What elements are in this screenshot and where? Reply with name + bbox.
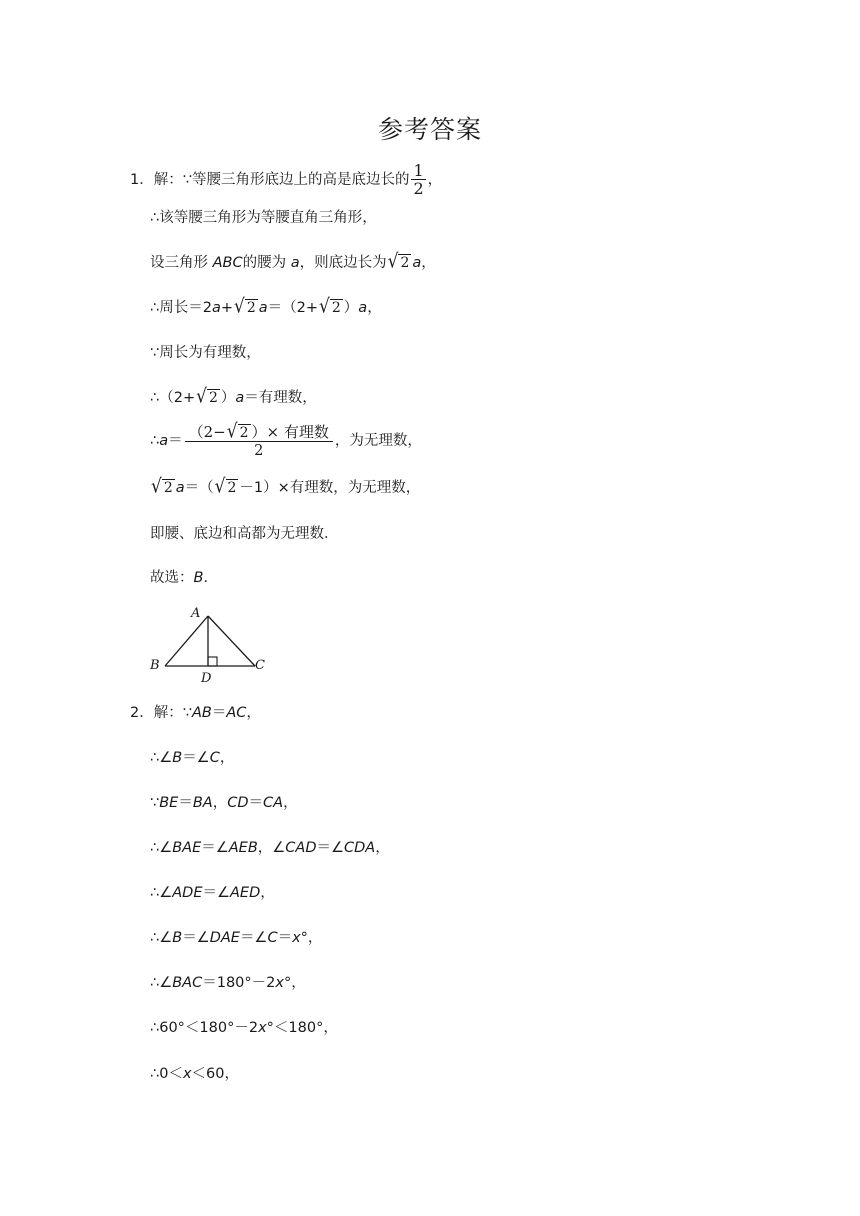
q2-line-6: ∴∠B＝∠DAE＝∠C＝x°， (150, 930, 323, 946)
label-b: B (150, 658, 160, 673)
sqrt-2: √ 2 (214, 475, 237, 499)
side-ac (208, 616, 255, 666)
q2-line-2: ∴∠B＝∠C， (150, 750, 235, 766)
label-a: A (191, 606, 201, 621)
fraction-one-half: $\frac{1}{2}$ (413, 161, 424, 198)
q2-line-4: ∴∠BAE＝∠AEB，∠CAD＝∠CDA， (150, 840, 390, 856)
q1-text: 解：∵等腰三角形底边上的高是底边长的 (153, 172, 410, 188)
sqrt-2: √ 2 (387, 250, 410, 274)
sqrt-2: √ 2 (319, 295, 341, 319)
page-title: 参考答案 (377, 115, 482, 144)
q2-line-5: ∴∠ADE＝∠AED， (150, 885, 275, 901)
sqrt-2: √ 2 (196, 385, 218, 409)
q1-line-4: ∴周长＝2a+ √ 2 a＝（2+ √ 2 ）a， (150, 295, 382, 319)
label-c: C (255, 658, 265, 673)
q2-line-9: ∴0＜x＜60， (150, 1066, 239, 1082)
sqrt-2: √ 2 (151, 475, 173, 499)
q1-line-2: ∴该等腰三角形为等腰直角三角形， (150, 210, 377, 226)
q2-line-1: 2．解：∵AB＝AC， (130, 705, 261, 721)
q2-line-7: ∴∠BAC＝180°－2x°， (150, 975, 306, 991)
right-angle-mark (208, 657, 217, 666)
q1-line-5: ∵周长为有理数， (150, 345, 261, 361)
q1-line-6: ∴（2+ √ 2 ）a＝有理数， (150, 385, 317, 409)
fraction-expression: （2− √ 2 ）× 有理数 2 (185, 423, 333, 460)
q1-line-9: 即腰、底边和高都为无理数． (150, 526, 339, 542)
sqrt-2: √ 2 (226, 420, 249, 443)
q1-line-1: 1．解：∵等腰三角形底边上的高是底边长的 $\frac{1}{2}$ ， (130, 161, 443, 198)
q2-line-3: ∵BE＝BA，CD＝CA， (150, 795, 298, 811)
q1-line-7: ∴a＝ （2− √ 2 ）× 有理数 2 ，为无理数， (150, 420, 422, 459)
q1-line-8: √ 2 a＝（ √ 2 －1）×有理数，为无理数， (151, 475, 421, 499)
q2-number: 2． (130, 705, 154, 721)
q1-line-10: 故选：B． (150, 570, 218, 586)
label-d: D (201, 671, 212, 686)
triangle-figure (145, 602, 275, 688)
q1-number: 1． (130, 172, 154, 188)
sqrt-2: √ 2 (234, 295, 256, 319)
q1-line-3: 设三角形 ABC的腰为 a，则底边长为 √ 2 a， (150, 250, 436, 274)
q2-line-8: ∴60°＜180°－2x°＜180°， (150, 1020, 338, 1036)
side-ab (165, 616, 208, 666)
